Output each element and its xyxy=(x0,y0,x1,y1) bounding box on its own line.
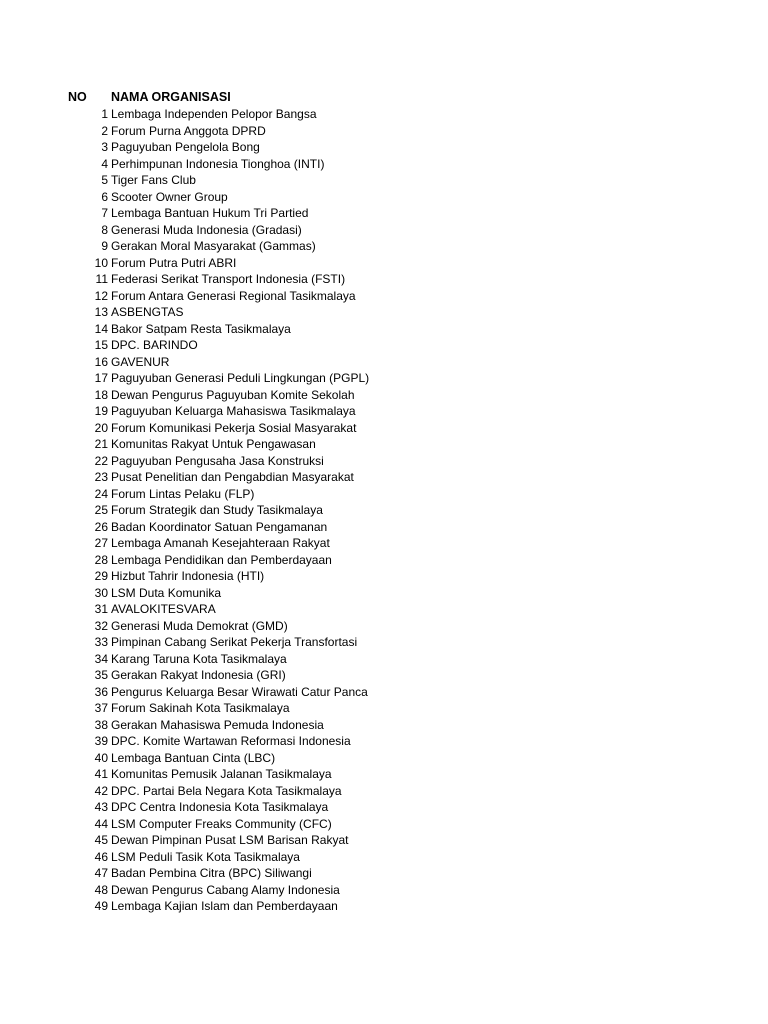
row-number: 21 xyxy=(94,437,108,451)
row-number: 14 xyxy=(94,321,108,336)
table-row xyxy=(0,387,768,404)
row-number: 16 xyxy=(94,354,108,369)
table-row xyxy=(0,634,768,651)
table-row xyxy=(0,898,768,915)
row-number: 10 xyxy=(94,255,108,270)
header-no: NO xyxy=(68,90,87,104)
organization-name: Komunitas Pemusik Jalanan Tasikmalaya xyxy=(111,767,332,781)
organization-name: Komunitas Rakyat Untuk Pengawasan xyxy=(111,437,316,451)
table-row xyxy=(0,832,768,849)
row-number: 6 xyxy=(101,189,108,204)
table-row xyxy=(0,420,768,437)
table-row xyxy=(0,172,768,189)
organization-name: Paguyuban Keluarga Mahasiswa Tasikmalaya xyxy=(111,404,356,418)
organization-name: Lembaga Bantuan Cinta (LBC) xyxy=(111,750,276,765)
organization-name: Perhimpunan Indonesia Tionghoa (INTI) xyxy=(111,156,325,171)
table-row xyxy=(0,304,768,321)
table-row xyxy=(0,139,768,156)
table-row xyxy=(0,601,768,618)
organization-name: Lembaga Kajian Islam dan Pemberdayaan xyxy=(111,899,338,913)
row-number: 4 xyxy=(101,156,108,171)
organization-name: LSM Peduli Tasik Kota Tasikmalaya xyxy=(111,849,300,864)
organization-name: Forum Sakinah Kota Tasikmalaya xyxy=(111,701,290,715)
table-row xyxy=(0,568,768,585)
organization-name: AVALOKITESVARA xyxy=(111,602,216,616)
table-row xyxy=(0,255,768,272)
organization-name: Dewan Pimpinan Pusat LSM Barisan Rakyat xyxy=(111,833,349,847)
row-number: 11 xyxy=(95,272,108,286)
header-organization-name: NAMA ORGANISASI xyxy=(111,90,231,104)
organization-name: LSM Computer Freaks Community (CFC) xyxy=(111,816,332,831)
organization-name: Paguyuban Pengusaha Jasa Konstruksi xyxy=(111,453,324,468)
organization-name: Forum Lintas Pelaku (FLP) xyxy=(111,486,255,501)
table-row xyxy=(0,222,768,239)
row-number: 46 xyxy=(94,849,108,864)
row-number: 8 xyxy=(101,222,108,237)
row-number: 26 xyxy=(94,519,108,534)
table-row xyxy=(0,882,768,899)
table-row xyxy=(0,865,768,882)
row-number: 41 xyxy=(94,767,108,781)
table-row xyxy=(0,750,768,767)
row-number: 12 xyxy=(94,288,108,303)
row-number: 18 xyxy=(94,387,108,402)
table-row xyxy=(0,783,768,800)
row-number: 49 xyxy=(94,899,108,913)
row-number: 23 xyxy=(94,470,108,484)
table-header xyxy=(0,89,768,106)
row-number: 5 xyxy=(101,173,108,187)
organization-name: Karang Taruna Kota Tasikmalaya xyxy=(111,651,287,666)
organization-name: ASBENGTAS xyxy=(111,305,184,319)
organization-name: Scooter Owner Group xyxy=(111,189,228,204)
table-row xyxy=(0,535,768,552)
row-number: 43 xyxy=(94,800,108,814)
row-number: 35 xyxy=(94,668,108,682)
table-row xyxy=(0,189,768,206)
table-row xyxy=(0,469,768,486)
table-row xyxy=(0,717,768,734)
organization-name: DPC. BARINDO xyxy=(111,338,198,352)
organization-name: Forum Antara Generasi Regional Tasikmalaya xyxy=(111,288,356,303)
organization-name: Gerakan Mahasiswa Pemuda Indonesia xyxy=(111,717,324,732)
table-row xyxy=(0,453,768,470)
row-number: 15 xyxy=(94,338,108,352)
row-number: 33 xyxy=(94,635,108,649)
row-number: 30 xyxy=(94,585,108,600)
organization-name: Forum Putra Putri ABRI xyxy=(111,255,237,270)
table-row xyxy=(0,816,768,833)
table-row xyxy=(0,519,768,536)
table-row xyxy=(0,205,768,222)
row-number: 39 xyxy=(94,734,108,748)
table-row xyxy=(0,552,768,569)
row-number: 3 xyxy=(101,140,108,154)
row-number: 27 xyxy=(94,536,108,550)
table-row xyxy=(0,766,768,783)
table-row xyxy=(0,403,768,420)
row-number: 13 xyxy=(94,305,108,319)
organization-name: DPC. Komite Wartawan Reformasi Indonesia xyxy=(111,734,351,748)
table-row xyxy=(0,354,768,371)
organization-name: Dewan Pengurus Paguyuban Komite Sekolah xyxy=(111,387,355,402)
row-number: 28 xyxy=(94,552,108,567)
row-number: 31 xyxy=(94,602,108,616)
organization-name: Generasi Muda Indonesia (Gradasi) xyxy=(111,222,302,237)
row-number: 47 xyxy=(94,866,108,880)
organization-name: Forum Komunikasi Pekerja Sosial Masyarakat xyxy=(111,420,357,435)
table-row xyxy=(0,436,768,453)
row-number: 7 xyxy=(101,206,108,220)
row-number: 2 xyxy=(101,123,108,138)
table-row xyxy=(0,799,768,816)
row-number: 36 xyxy=(94,684,108,699)
organization-name: Dewan Pengurus Cabang Alamy Indonesia xyxy=(111,882,340,897)
table-row xyxy=(0,585,768,602)
organization-name: Badan Pembina Citra (BPC) Siliwangi xyxy=(111,866,312,880)
organization-name: Bakor Satpam Resta Tasikmalaya xyxy=(111,321,291,336)
table-row xyxy=(0,667,768,684)
table-row xyxy=(0,849,768,866)
table-row xyxy=(0,288,768,305)
table-row xyxy=(0,684,768,701)
table-row xyxy=(0,156,768,173)
row-number: 34 xyxy=(94,651,108,666)
row-number: 25 xyxy=(94,503,108,517)
row-number: 19 xyxy=(94,404,108,418)
organization-name: Paguyuban Pengelola Bong xyxy=(111,140,260,154)
row-number: 32 xyxy=(94,618,108,633)
organization-name: Tiger Fans Club xyxy=(111,173,196,187)
row-number: 45 xyxy=(94,833,108,847)
row-number: 1 xyxy=(101,107,108,121)
organization-name: Pimpinan Cabang Serikat Pekerja Transfortasi xyxy=(111,635,358,649)
table-row xyxy=(0,271,768,288)
table-row xyxy=(0,337,768,354)
row-number: 24 xyxy=(94,486,108,501)
table-row xyxy=(0,486,768,503)
row-number: 37 xyxy=(94,701,108,715)
row-number: 48 xyxy=(94,882,108,897)
table-row xyxy=(0,123,768,140)
organization-name: Pengurus Keluarga Besar Wirawati Catur Panca xyxy=(111,684,368,699)
organization-name: DPC. Partai Bela Negara Kota Tasikmalaya xyxy=(111,783,342,798)
row-number: 20 xyxy=(94,420,108,435)
table-row xyxy=(0,370,768,387)
table-row xyxy=(0,502,768,519)
row-number: 42 xyxy=(94,783,108,798)
table-row xyxy=(0,321,768,338)
organization-name: Hizbut Tahrir Indonesia (HTI) xyxy=(111,569,265,583)
organization-name: Forum Strategik dan Study Tasikmalaya xyxy=(111,503,323,517)
organization-name: Generasi Muda Demokrat (GMD) xyxy=(111,618,288,633)
row-number: 40 xyxy=(94,750,108,765)
organization-name: Pusat Penelitian dan Pengabdian Masyarakat xyxy=(111,470,354,484)
table-row xyxy=(0,618,768,635)
table-row xyxy=(0,700,768,717)
row-number: 44 xyxy=(94,816,108,831)
organization-name: Forum Purna Anggota DPRD xyxy=(111,123,266,138)
organization-name: Federasi Serikat Transport Indonesia (FSTI) xyxy=(111,272,346,286)
organization-name: Badan Koordinator Satuan Pengamanan xyxy=(111,519,328,534)
table-row xyxy=(0,733,768,750)
organization-name: Gerakan Rakyat Indonesia (GRI) xyxy=(111,668,286,682)
row-number: 17 xyxy=(94,371,108,385)
table-row xyxy=(0,106,768,123)
organization-name: Lembaga Amanah Kesejahteraan Rakyat xyxy=(111,536,330,550)
organization-name: Lembaga Independen Pelopor Bangsa xyxy=(111,107,317,121)
row-number: 38 xyxy=(94,717,108,732)
organization-name: Lembaga Pendidikan dan Pemberdayaan xyxy=(111,552,332,567)
organization-name: DPC Centra Indonesia Kota Tasikmalaya xyxy=(111,800,329,814)
organization-name: GAVENUR xyxy=(111,354,170,369)
table-row xyxy=(0,651,768,668)
row-number: 9 xyxy=(101,239,108,253)
organization-list xyxy=(0,106,768,915)
row-number: 22 xyxy=(94,453,108,468)
organization-name: Gerakan Moral Masyarakat (Gammas) xyxy=(111,239,316,253)
organization-name: Lembaga Bantuan Hukum Tri Partied xyxy=(111,206,309,220)
organization-name: LSM Duta Komunika xyxy=(111,585,222,600)
organization-name: Paguyuban Generasi Peduli Lingkungan (PGPL) xyxy=(111,371,370,385)
row-number: 29 xyxy=(94,569,108,583)
table-row xyxy=(0,238,768,255)
